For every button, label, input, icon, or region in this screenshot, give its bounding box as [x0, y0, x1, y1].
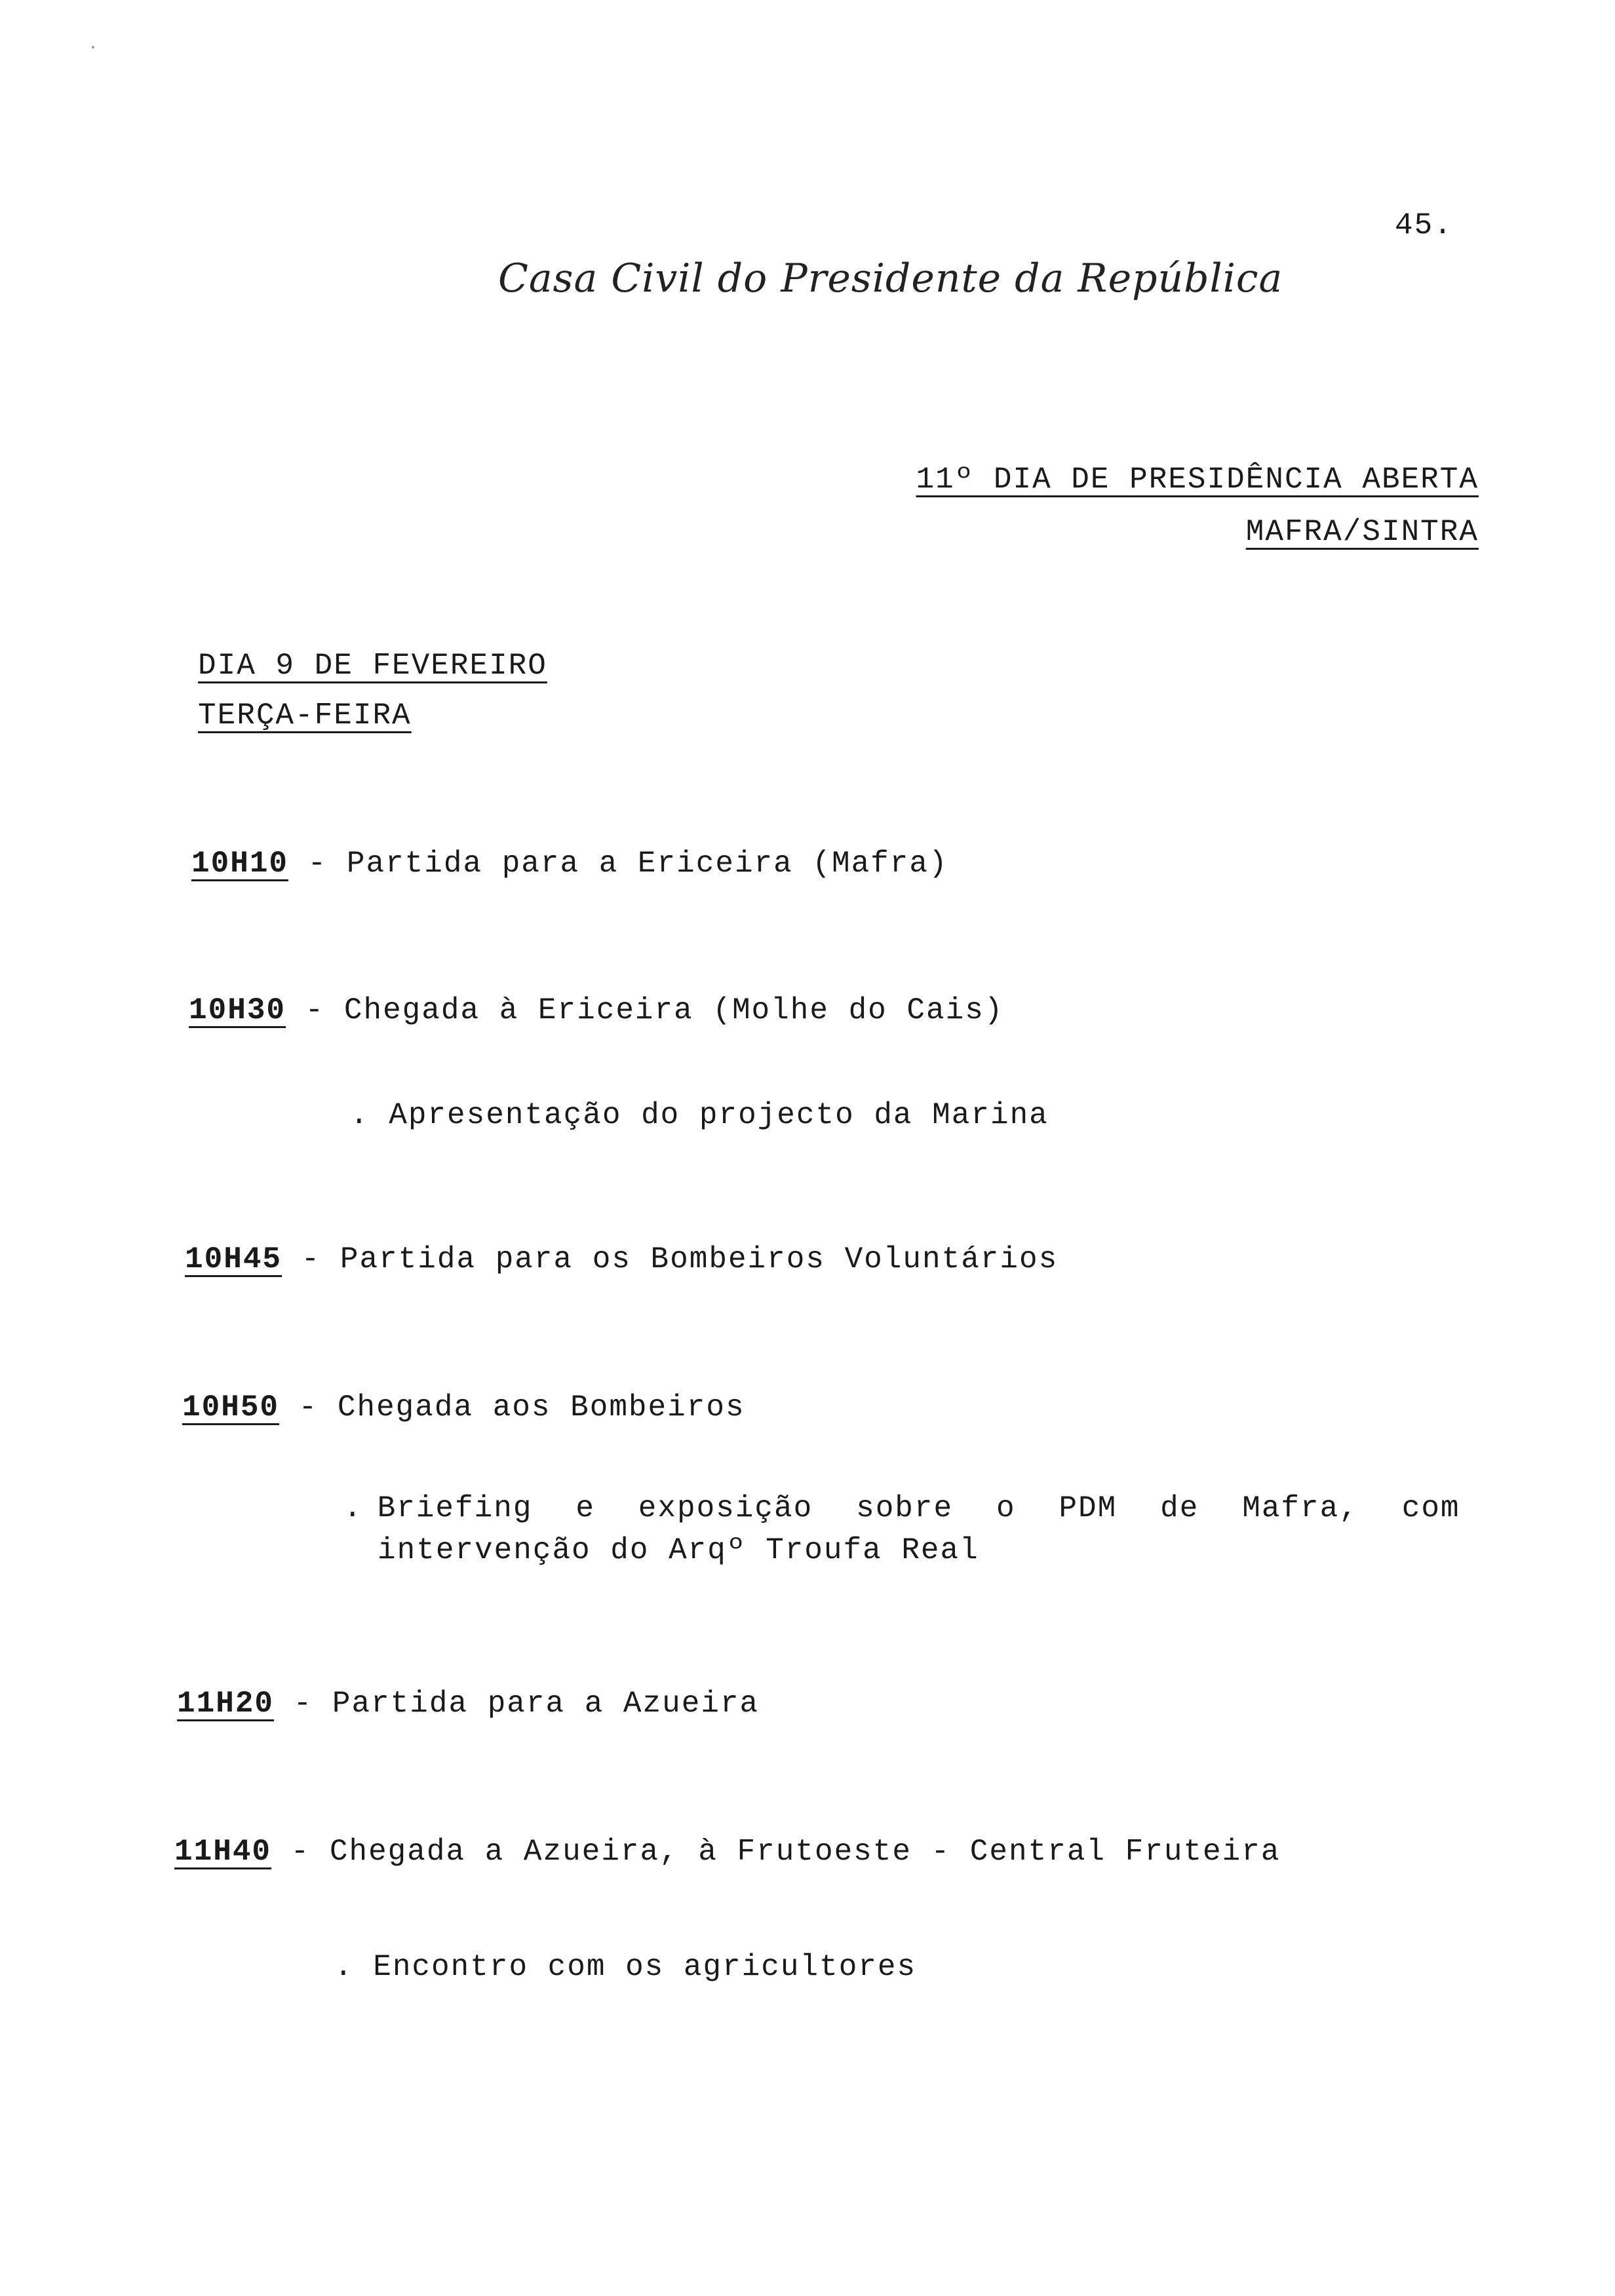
- entry-text: Partida para os Bombeiros Voluntários: [340, 1242, 1059, 1276]
- heading-title: 11º DIA DE PRESIDÊNCIA ABERTA: [916, 463, 1479, 497]
- agenda-entry: [182, 1390, 745, 1425]
- letterhead: Casa Civil do Presidente da República: [498, 256, 1283, 301]
- weekday-line: TERÇA-FEIRA: [198, 698, 412, 733]
- sub-item-text: Encontro com os agricultores: [373, 1950, 917, 1984]
- briefing-word: sobre: [856, 1491, 954, 1525]
- briefing-word: com: [1401, 1491, 1460, 1525]
- sub-item-briefing: [343, 1491, 1460, 1567]
- entry-separator: -: [298, 1390, 319, 1425]
- agenda-entry: [174, 1835, 1280, 1869]
- briefing-word: de: [1160, 1491, 1199, 1525]
- briefing-line-1: [378, 1491, 1460, 1525]
- entry-text: Chegada aos Bombeiros: [337, 1390, 745, 1425]
- entry-separator: -: [301, 1242, 321, 1276]
- briefing-line-2: intervenção do Arqº Troufa Real: [378, 1533, 979, 1567]
- sub-item: [334, 1950, 916, 1984]
- briefing-word: e: [575, 1491, 595, 1525]
- bullet: .: [350, 1098, 370, 1132]
- entry-text: Chegada à Ericeira (Molhe do Cais): [343, 993, 1004, 1027]
- entry-separator: -: [307, 847, 328, 881]
- entry-text: Partida para a Azueira: [332, 1687, 760, 1721]
- entry-time: 10H50: [182, 1390, 280, 1425]
- page-number: 45.: [1395, 208, 1453, 242]
- bullet: .: [334, 1950, 354, 1984]
- sub-item: [350, 1098, 1049, 1132]
- entry-time: 11H20: [177, 1687, 275, 1721]
- bullet: .: [343, 1491, 363, 1525]
- date-line: DIA 9 DE FEVEREIRO: [198, 649, 547, 683]
- agenda-entry: [177, 1687, 759, 1721]
- entry-time: 11H40: [174, 1835, 272, 1869]
- briefing-word: Mafra,: [1242, 1491, 1359, 1525]
- entry-separator: -: [305, 993, 325, 1027]
- entry-time: 10H10: [191, 847, 289, 881]
- briefing-word: o: [996, 1491, 1016, 1525]
- entry-separator: -: [290, 1835, 311, 1869]
- briefing-word: Briefing: [377, 1491, 533, 1525]
- entry-text: Chegada a Azueira, à Frutoeste - Central Fruteira: [329, 1835, 1281, 1869]
- agenda-entry: [185, 1242, 1058, 1276]
- briefing-word: PDM: [1059, 1491, 1118, 1525]
- entry-separator: -: [293, 1687, 313, 1721]
- agenda-entry: [191, 847, 948, 881]
- entry-time: 10H45: [185, 1242, 282, 1276]
- sub-item-text: Apresentação do projecto da Marina: [389, 1098, 1049, 1132]
- scan-speck: [92, 46, 94, 48]
- agenda-entry: [189, 993, 1003, 1027]
- briefing-word: exposição: [638, 1491, 813, 1525]
- entry-text: Partida para a Ericeira (Mafra): [346, 847, 948, 881]
- entry-time: 10H30: [189, 993, 286, 1027]
- heading-location: MAFRA/SINTRA: [1245, 515, 1479, 549]
